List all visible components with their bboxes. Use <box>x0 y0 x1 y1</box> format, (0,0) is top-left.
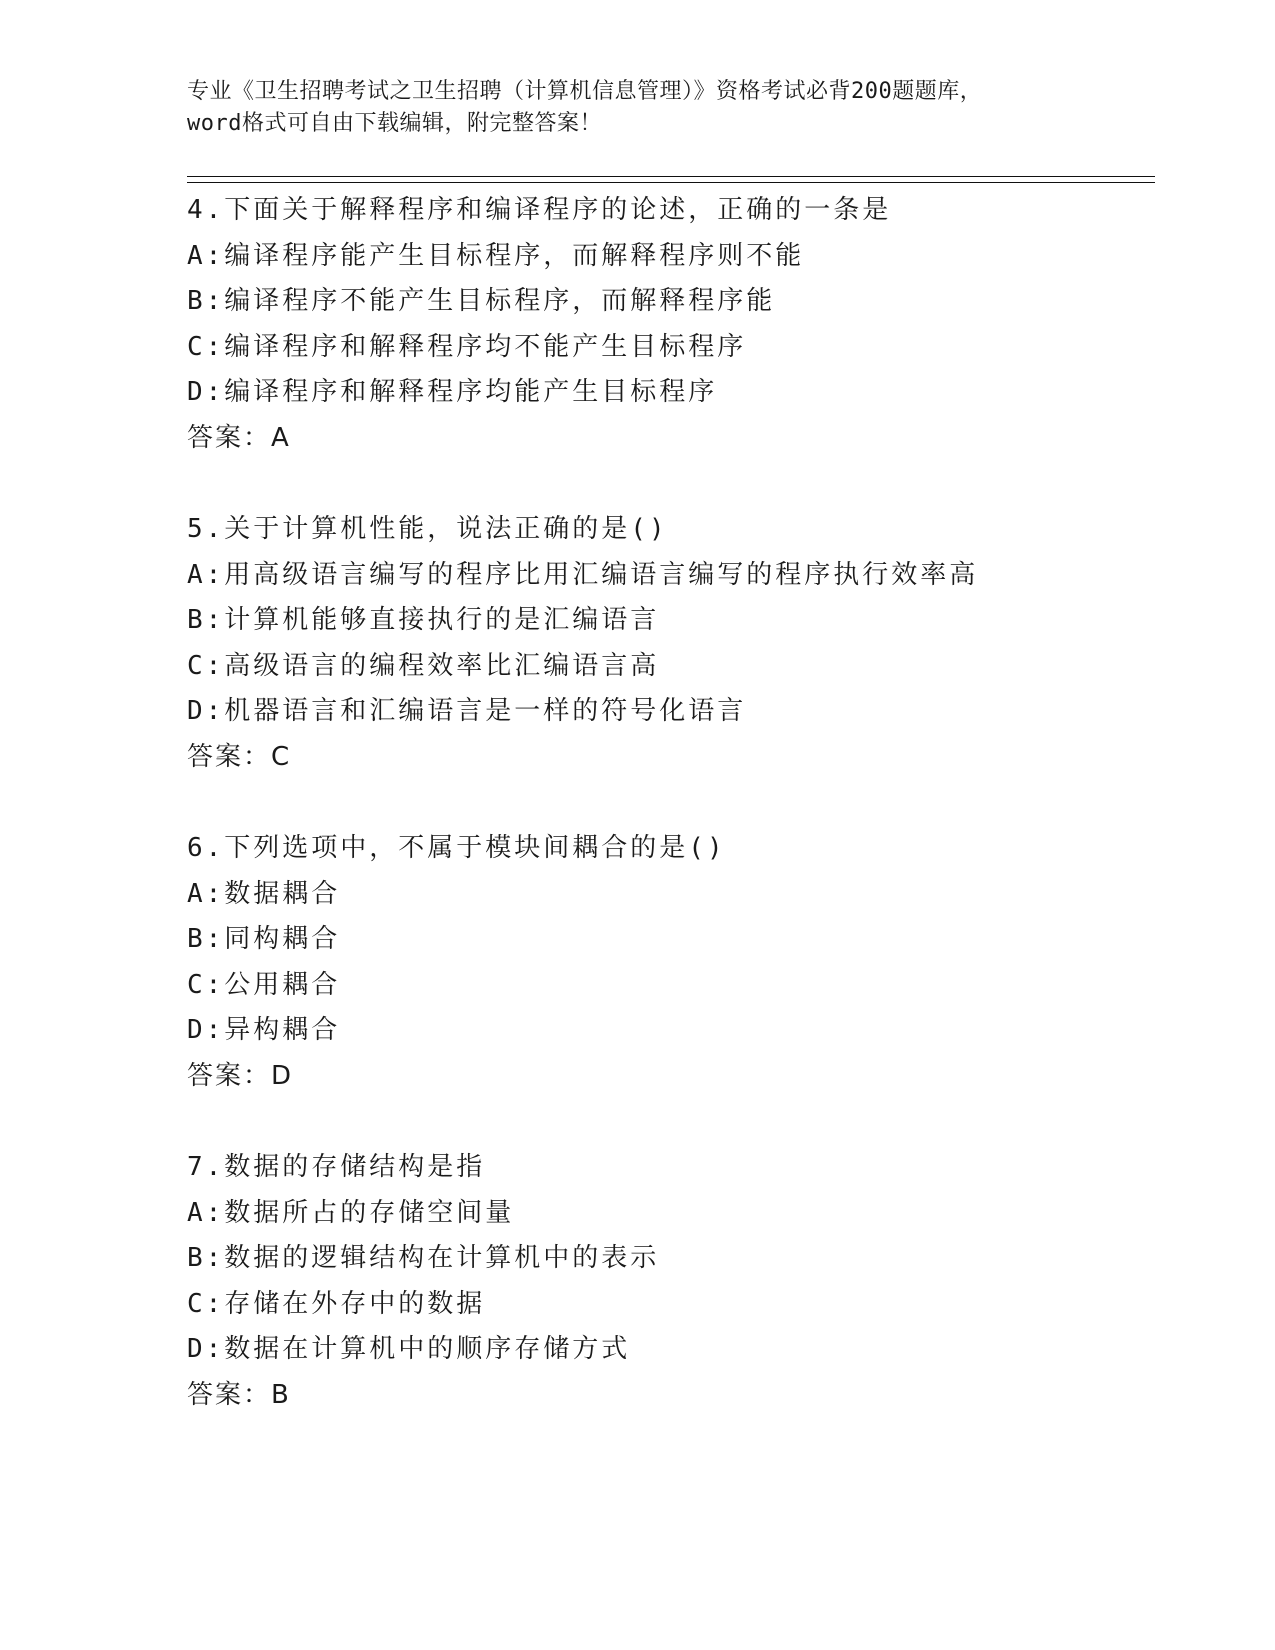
question-stem: 5.关于计算机性能，说法正确的是() <box>187 514 668 544</box>
document-header <box>187 76 1087 140</box>
option-c: C:存储在外存中的数据 <box>187 1288 486 1319</box>
header-title-line-1: 专业《卫生招聘考试之卫生招聘（计算机信息管理）》资格考试必背200题题库， <box>187 79 983 104</box>
question-stem: 7.数据的存储结构是指 <box>187 1152 486 1182</box>
header-title-line-2: word格式可自由下载编辑，附完整答案！ <box>187 111 602 136</box>
question-6 <box>187 826 1167 1099</box>
option-a: A:用高级语言编写的程序比用汇编语言编写的程序执行效率高 <box>187 559 979 590</box>
question-5 <box>187 507 1167 780</box>
option-c: C:高级语言的编程效率比汇编语言高 <box>187 650 660 681</box>
option-d: D:编译程序和解释程序均能产生目标程序 <box>187 377 718 407</box>
question-stem: 6.下列选项中，不属于模块间耦合的是() <box>187 833 726 863</box>
answer-line: 答案：C <box>187 741 292 772</box>
option-c: C:编译程序和解释程序均不能产生目标程序 <box>187 331 747 362</box>
answer-line: 答案：D <box>187 1060 294 1091</box>
option-a: A:数据所占的存储空间量 <box>187 1197 515 1228</box>
option-d: D:异构耦合 <box>187 1015 341 1045</box>
question-list <box>187 188 1167 1464</box>
option-b: B:编译程序不能产生目标程序，而解释程序能 <box>187 286 776 316</box>
header-divider-bottom <box>187 182 1155 183</box>
option-b: B:计算机能够直接执行的是汇编语言 <box>187 605 660 635</box>
question-stem: 4.下面关于解释程序和编译程序的论述，正确的一条是 <box>187 195 892 225</box>
option-b: B:同构耦合 <box>187 924 341 954</box>
option-d: D:机器语言和汇编语言是一样的符号化语言 <box>187 696 747 726</box>
answer-line: 答案：A <box>187 422 291 453</box>
header-divider-top <box>187 176 1155 177</box>
question-7 <box>187 1145 1167 1418</box>
option-a: A:编译程序能产生目标程序，而解释程序则不能 <box>187 240 805 271</box>
answer-line: 答案：B <box>187 1379 291 1410</box>
option-d: D:数据在计算机中的顺序存储方式 <box>187 1334 631 1364</box>
question-4 <box>187 188 1167 461</box>
option-b: B:数据的逻辑结构在计算机中的表示 <box>187 1243 660 1273</box>
option-a: A:数据耦合 <box>187 878 341 909</box>
option-c: C:公用耦合 <box>187 969 341 1000</box>
